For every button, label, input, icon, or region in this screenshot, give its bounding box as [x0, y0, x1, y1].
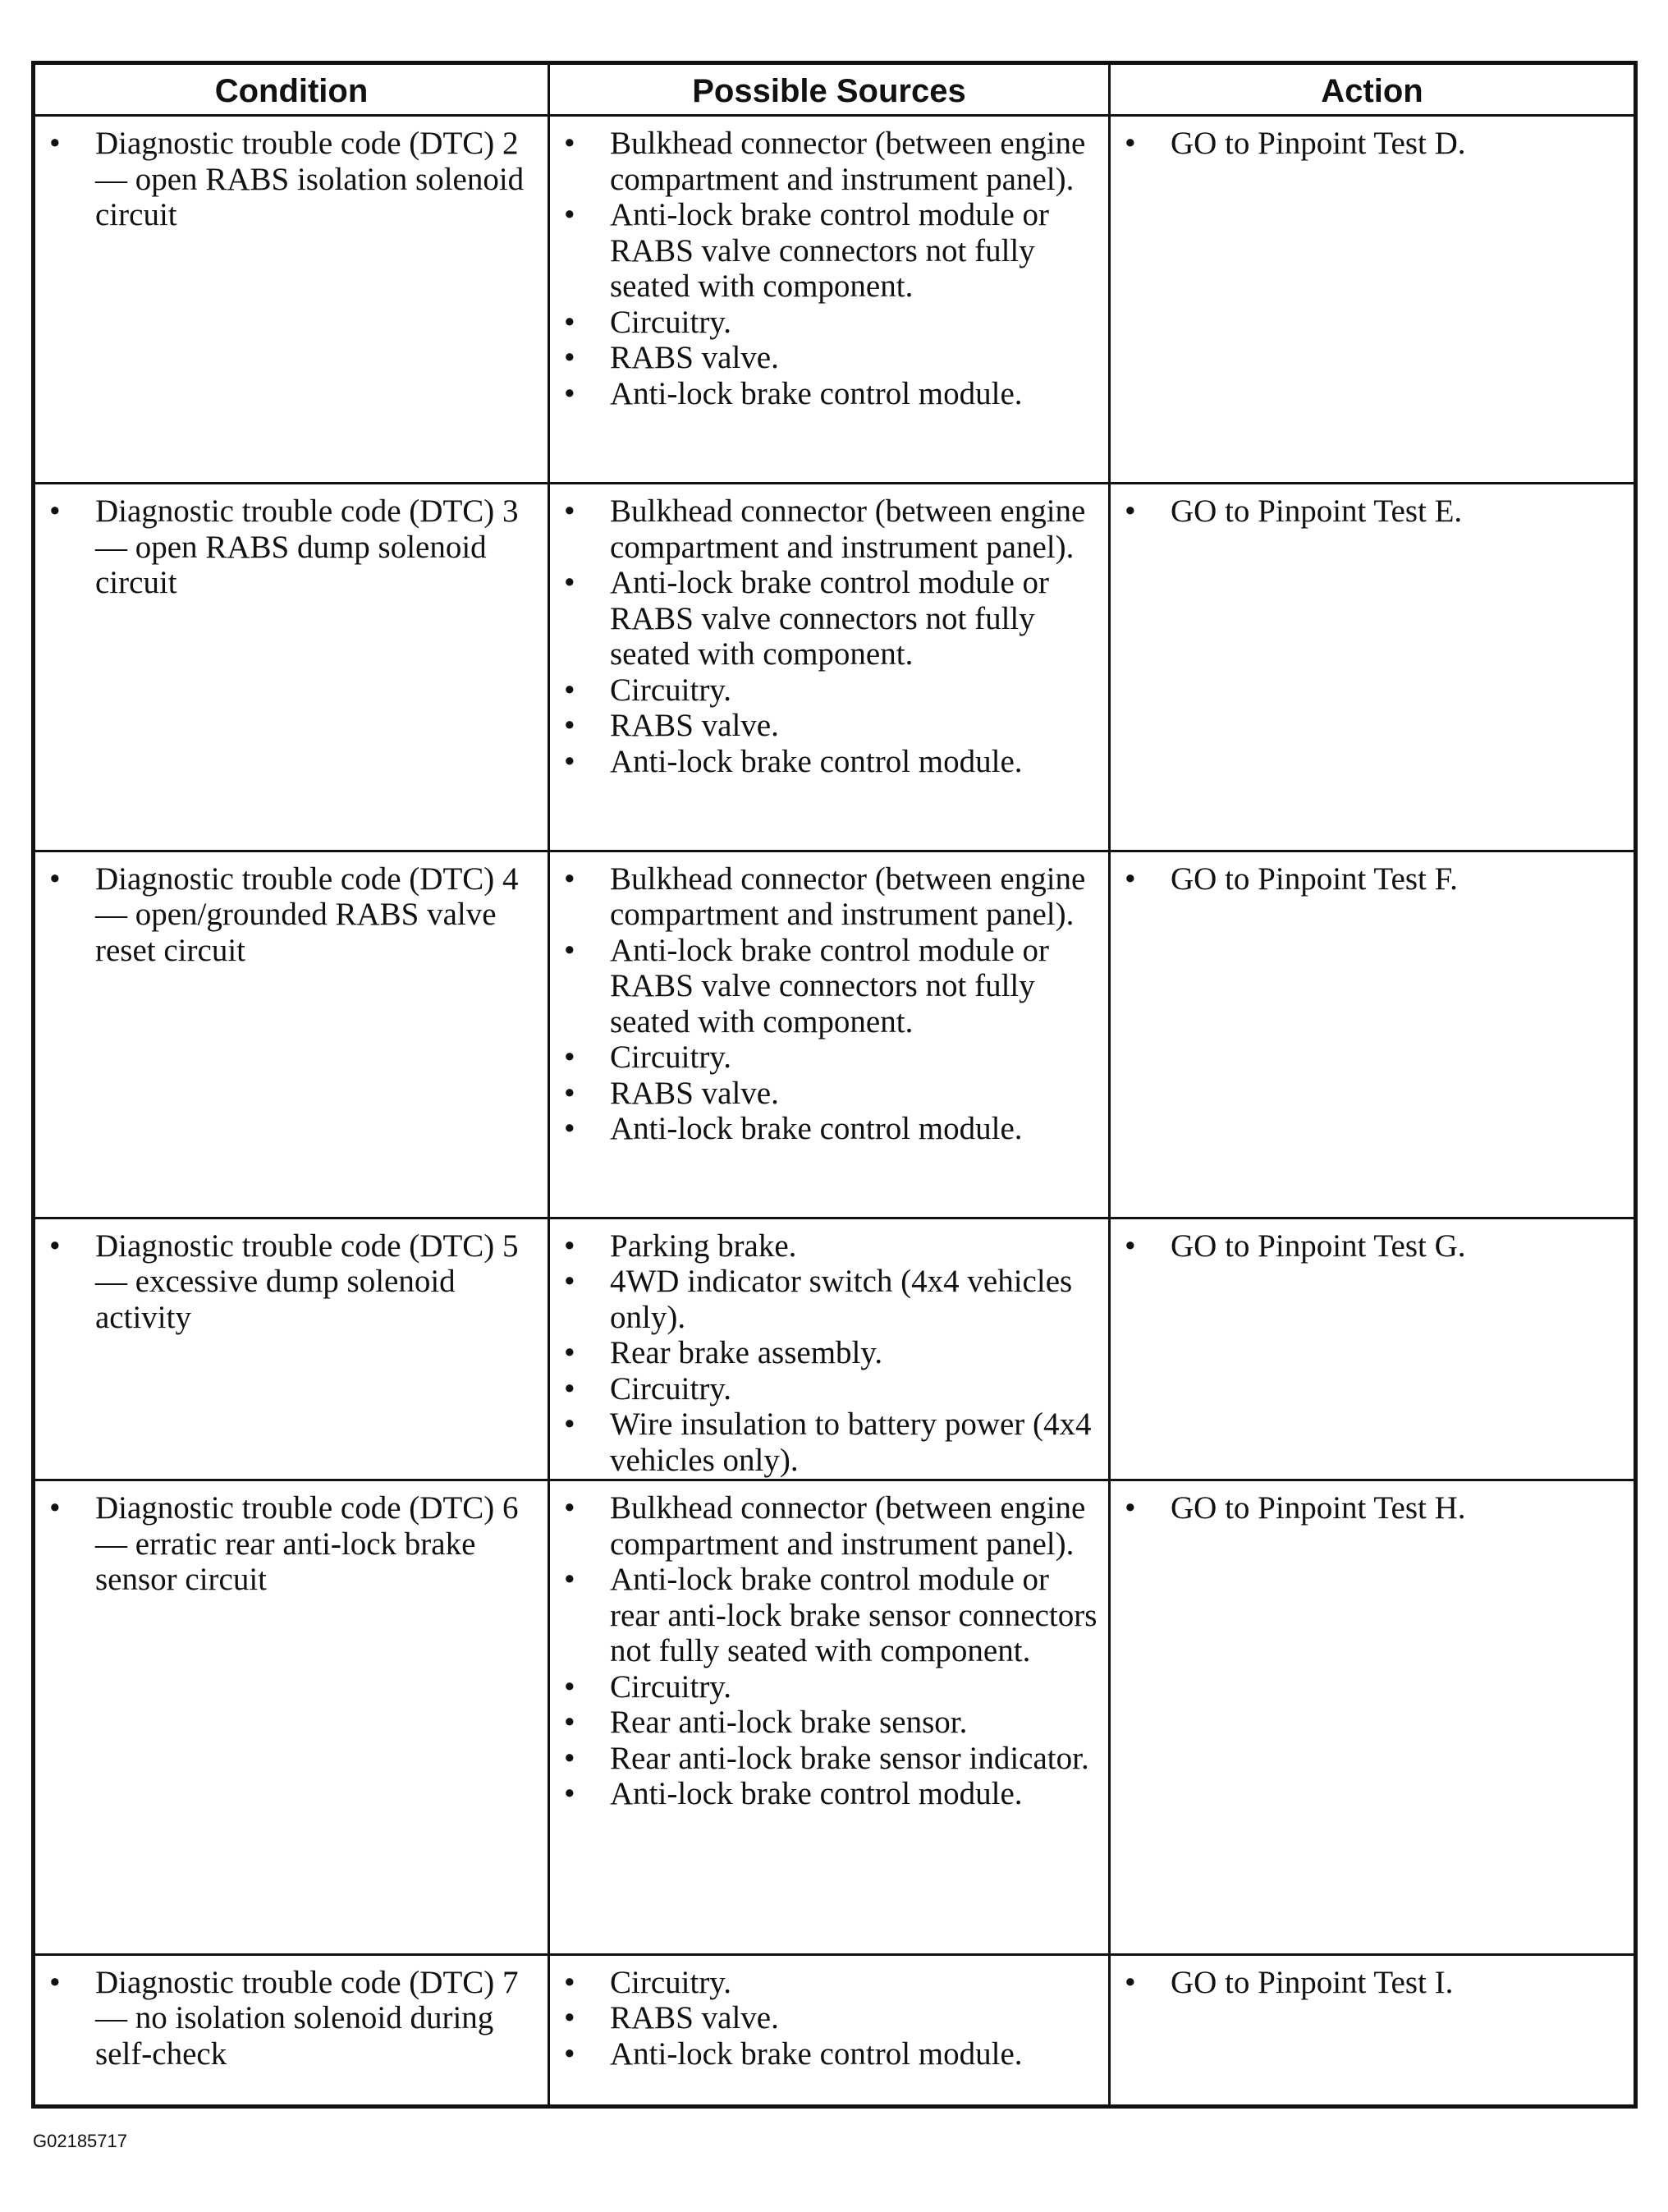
table-row	[34, 1480, 1636, 1954]
table-body	[34, 116, 1636, 2107]
action-text: • GO to Pinpoint Test F.	[1111, 861, 1624, 897]
source-item: • 4WD indicator switch (4x4 vehicles only).	[551, 1264, 1099, 1335]
source-item: • Anti-lock brake control module.	[551, 744, 1099, 780]
sources-cell	[549, 1480, 1110, 1954]
condition-text: • Diagnostic trouble code (DTC) 3 — open RABS dump solenoid circuit	[36, 493, 538, 601]
source-item: • Wire insulation to battery power (4x4 vehicles only).	[551, 1407, 1099, 1478]
action-cell	[1110, 484, 1636, 851]
source-item: • Circuitry.	[551, 1669, 1099, 1705]
header-row	[34, 63, 1636, 116]
source-item: • Anti-lock brake control module or RABS valve connectors not fully seated with component.	[551, 933, 1099, 1040]
action-cell	[1110, 1218, 1636, 1480]
source-item: • Bulkhead connector (between engine compartment and instrument panel).	[551, 126, 1099, 197]
condition-cell	[34, 1218, 549, 1480]
condition-text: • Diagnostic trouble code (DTC) 5 — excessive dump solenoid activity	[36, 1228, 538, 1336]
action-cell	[1110, 851, 1636, 1218]
source-item: • RABS valve.	[551, 708, 1099, 744]
sources-cell	[549, 1218, 1110, 1480]
table-row	[34, 851, 1636, 1218]
source-item: • Anti-lock brake control module.	[551, 376, 1099, 412]
table-row	[34, 484, 1636, 851]
condition-cell	[34, 116, 549, 484]
header-possible-sources: Possible Sources	[549, 63, 1110, 116]
source-item: • Circuitry.	[551, 305, 1099, 341]
source-item: • Circuitry.	[551, 1371, 1099, 1407]
source-item: • RABS valve.	[551, 2000, 1099, 2036]
figure-id: G02185717	[33, 2131, 127, 2151]
table-row	[34, 1954, 1636, 2106]
source-item: • RABS valve.	[551, 340, 1099, 376]
condition-cell	[34, 1954, 549, 2106]
action-text: • GO to Pinpoint Test E.	[1111, 493, 1624, 530]
source-item: • Parking brake.	[551, 1228, 1099, 1264]
source-item: • Anti-lock brake control module or RABS valve connectors not fully seated with component.	[551, 565, 1099, 672]
condition-cell	[34, 851, 549, 1218]
sources-cell	[549, 484, 1110, 851]
sources-cell	[549, 851, 1110, 1218]
sources-cell	[549, 116, 1110, 484]
condition-text: • Diagnostic trouble code (DTC) 6 — erratic rear anti-lock brake sensor circuit	[36, 1490, 538, 1598]
diagnostic-table	[31, 61, 1638, 2109]
condition-cell	[34, 484, 549, 851]
source-item: • Anti-lock brake control module.	[551, 2036, 1099, 2072]
source-item: • Rear anti-lock brake sensor.	[551, 1705, 1099, 1741]
source-item: • RABS valve.	[551, 1076, 1099, 1112]
action-text: • GO to Pinpoint Test G.	[1111, 1228, 1624, 1264]
table-row	[34, 1218, 1636, 1480]
source-item: • Circuitry.	[551, 1965, 1099, 2001]
table-row	[34, 116, 1636, 484]
source-item: • Bulkhead connector (between engine compartment and instrument panel).	[551, 861, 1099, 933]
source-item: • Anti-lock brake control module or RABS valve connectors not fully seated with component.	[551, 197, 1099, 305]
action-text: • GO to Pinpoint Test D.	[1111, 126, 1624, 162]
source-item: • Circuitry.	[551, 672, 1099, 709]
header-condition: Condition	[34, 63, 549, 116]
source-item: • Anti-lock brake control module.	[551, 1776, 1099, 1812]
action-cell	[1110, 1954, 1636, 2106]
source-item: • Anti-lock brake control module or rear anti-lock brake sensor connectors not fully seated with component.	[551, 1562, 1099, 1669]
action-text: • GO to Pinpoint Test H.	[1111, 1490, 1624, 1526]
sources-cell	[549, 1954, 1110, 2106]
source-item: • Rear brake assembly.	[551, 1335, 1099, 1371]
source-item: • Bulkhead connector (between engine compartment and instrument panel).	[551, 1490, 1099, 1562]
action-text: • GO to Pinpoint Test I.	[1111, 1965, 1624, 2001]
action-cell	[1110, 116, 1636, 484]
source-item: • Anti-lock brake control module.	[551, 1111, 1099, 1147]
condition-text: • Diagnostic trouble code (DTC) 4 — open/grounded RABS valve reset circuit	[36, 861, 538, 969]
header-action: Action	[1110, 63, 1636, 116]
source-item: • Bulkhead connector (between engine compartment and instrument panel).	[551, 493, 1099, 565]
condition-text: • Diagnostic trouble code (DTC) 2 — open RABS isolation solenoid circuit	[36, 126, 538, 233]
source-item: • Circuitry.	[551, 1039, 1099, 1076]
action-cell	[1110, 1480, 1636, 1954]
condition-cell	[34, 1480, 549, 1954]
source-item: • Rear anti-lock brake sensor indicator.	[551, 1741, 1099, 1777]
condition-text: • Diagnostic trouble code (DTC) 7 — no isolation solenoid during self-check	[36, 1965, 538, 2072]
